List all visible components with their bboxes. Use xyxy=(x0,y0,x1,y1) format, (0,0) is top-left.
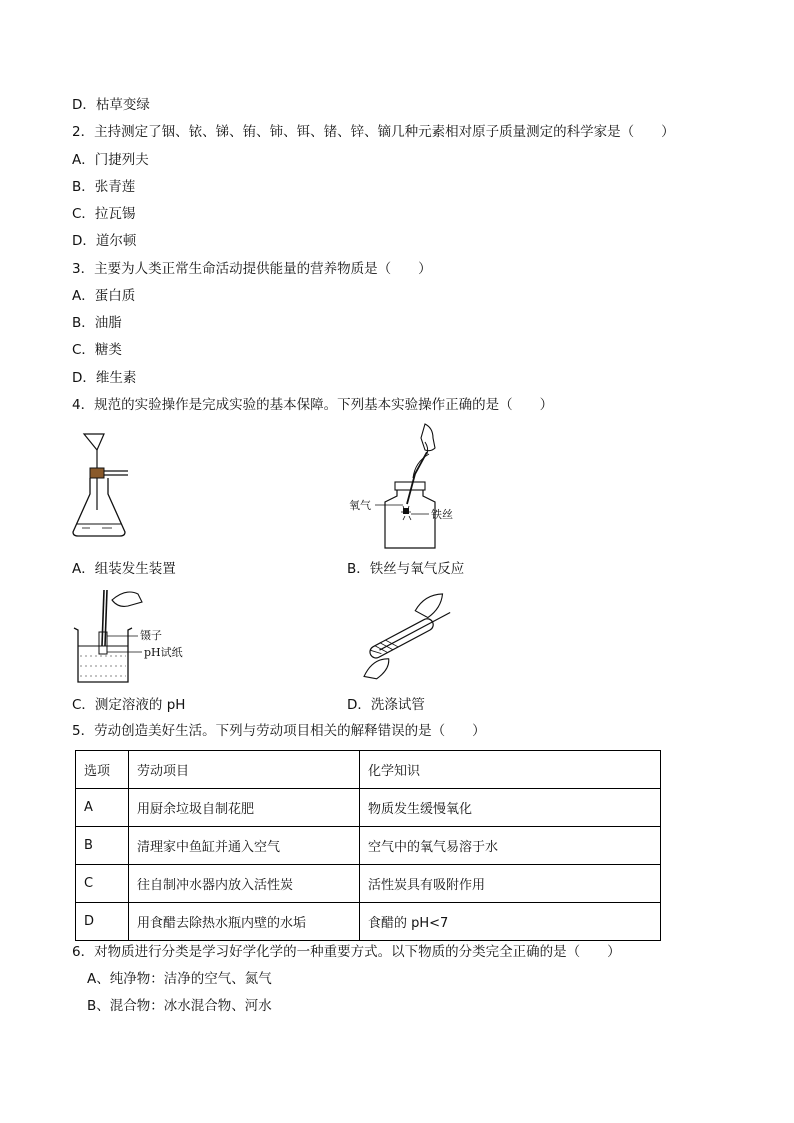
q3-option-d: D．维生素 xyxy=(72,370,137,386)
table-cell: D xyxy=(76,903,129,941)
figure-generation-apparatus xyxy=(70,428,140,543)
q3-option-c: C．糖类 xyxy=(72,342,122,358)
table-header-row xyxy=(76,751,661,789)
label-ph-paper: pH试纸 xyxy=(144,646,183,659)
table-cell: 物质发生缓慢氧化 xyxy=(360,789,661,827)
table-header: 选项 xyxy=(76,751,129,789)
label-oxygen: 氧气 xyxy=(349,499,371,512)
table-cell: A xyxy=(76,789,129,827)
q2-option-d: D．道尔顿 xyxy=(72,233,137,249)
question-2: 2．主持测定了铟、铱、锑、铕、铈、铒、锗、锌、镝几种元素相对原子质量测定的科学家是（ ） xyxy=(72,124,675,140)
table-header: 劳动项目 xyxy=(129,751,360,789)
table-cell: 往自制冲水器内放入活性炭 xyxy=(129,865,360,903)
question-5: 5．劳动创造美好生活。下列与劳动项目相关的解释错误的是（ ） xyxy=(72,723,486,739)
question-3: 3．主要为人类正常生命活动提供能量的营养物质是（ ） xyxy=(72,261,432,277)
table-header: 化学知识 xyxy=(360,751,661,789)
label-tweezers: 镊子 xyxy=(140,629,162,642)
q6-option-a: A、纯净物：洁净的空气、氮气 xyxy=(87,971,272,987)
q2-option-b: B．张青莲 xyxy=(72,179,136,195)
q3-option-b: B．油脂 xyxy=(72,315,122,331)
q5-table xyxy=(75,750,661,941)
table-row xyxy=(76,789,661,827)
table-cell: 活性炭具有吸附作用 xyxy=(360,865,661,903)
table-cell: 用食醋去除热水瓶内壁的水垢 xyxy=(129,903,360,941)
q4-option-c: C．测定溶液的 pH xyxy=(72,697,186,713)
table-cell: B xyxy=(76,827,129,865)
q4-option-d: D．洗涤试管 xyxy=(347,697,425,713)
q4-option-a: A．组装发生装置 xyxy=(72,561,176,577)
q4-option-b: B．铁丝与氧气反应 xyxy=(347,561,465,577)
figure-ph-measurement xyxy=(72,586,202,686)
table-cell: 食醋的 pH<7 xyxy=(360,903,661,941)
q1-option-d: D．枯草变绿 xyxy=(72,97,150,113)
table-row xyxy=(76,827,661,865)
figure-wash-test-tube xyxy=(346,600,466,672)
q6-option-b: B、混合物：冰水混合物、河水 xyxy=(87,998,272,1014)
figure-iron-wire-oxygen xyxy=(345,422,465,554)
question-4: 4．规范的实验操作是完成实验的基本保障。下列基本实验操作正确的是（ ） xyxy=(72,397,554,413)
q3-option-a: A．蛋白质 xyxy=(72,288,136,304)
q2-option-c: C．拉瓦锡 xyxy=(72,206,136,222)
table-cell: 空气中的氧气易溶于水 xyxy=(360,827,661,865)
table-row xyxy=(76,865,661,903)
table-cell: C xyxy=(76,865,129,903)
table-cell: 用厨余垃圾自制花肥 xyxy=(129,789,360,827)
label-iron-wire: 铁丝 xyxy=(431,508,453,521)
table-cell: 清理家中鱼缸并通入空气 xyxy=(129,827,360,865)
question-6: 6．对物质进行分类是学习好学化学的一种重要方式。以下物质的分类完全正确的是（ ） xyxy=(72,944,621,960)
q2-option-a: A．门捷列夫 xyxy=(72,152,149,168)
table-row xyxy=(76,903,661,941)
